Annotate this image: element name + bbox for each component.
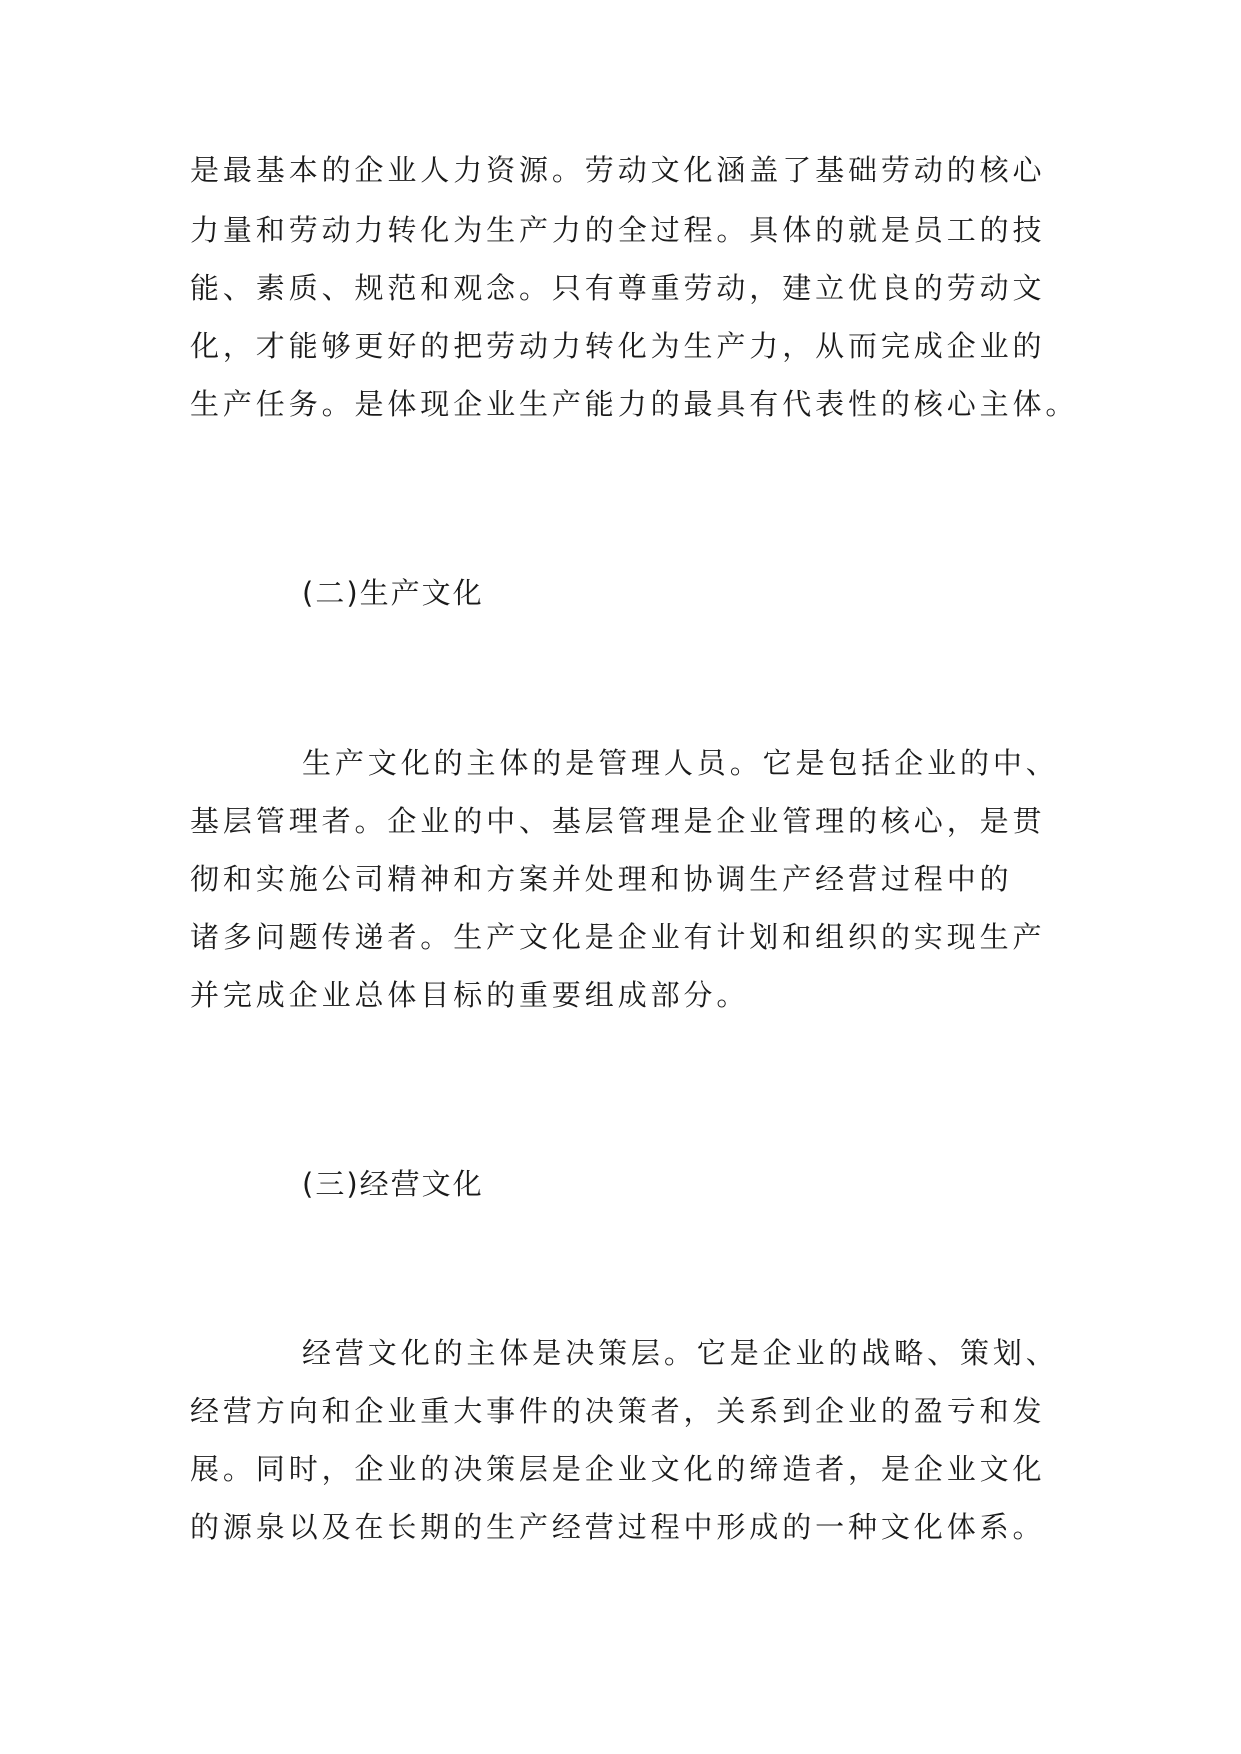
paragraph-line: 经营方向和企业重大事件的决策者，关系到企业的盈亏和发	[190, 1394, 1046, 1428]
paragraph-line: 生产文化的主体的是管理人员。它是包括企业的中、	[302, 746, 1059, 780]
paragraph-line: 诸多问题传递者。生产文化是企业有计划和组织的实现生产	[190, 920, 1046, 954]
section-heading-business-culture: (三)经营文化	[302, 1167, 484, 1201]
section-heading-production-culture: (二)生产文化	[302, 576, 484, 610]
paragraph-line: 彻和实施公司精神和方案并处理和协调生产经营过程中的	[190, 862, 1013, 896]
paragraph-line: 经营文化的主体是决策层。它是企业的战略、策划、	[302, 1336, 1059, 1370]
paragraph-line: 生产任务。是体现企业生产能力的最具有代表性的核心主体。	[190, 387, 1079, 421]
paragraph-line: 的源泉以及在长期的生产经营过程中形成的一种文化体系。	[190, 1510, 1046, 1544]
paragraph-line: 力量和劳动力转化为生产力的全过程。具体的就是员工的技	[190, 213, 1046, 247]
paragraph-line: 化，才能够更好的把劳动力转化为生产力，从而完成企业的	[190, 329, 1046, 363]
paragraph-line: 是最基本的企业人力资源。劳动文化涵盖了基础劳动的核心	[190, 153, 1046, 187]
paragraph-line: 并完成企业总体目标的重要组成部分。	[190, 978, 750, 1012]
paragraph-line: 展。同时，企业的决策层是企业文化的缔造者，是企业文化	[190, 1452, 1046, 1486]
paragraph-line: 能、素质、规范和观念。只有尊重劳动，建立优良的劳动文	[190, 271, 1046, 305]
paragraph-line: 基层管理者。企业的中、基层管理是企业管理的核心，是贯	[190, 804, 1046, 838]
